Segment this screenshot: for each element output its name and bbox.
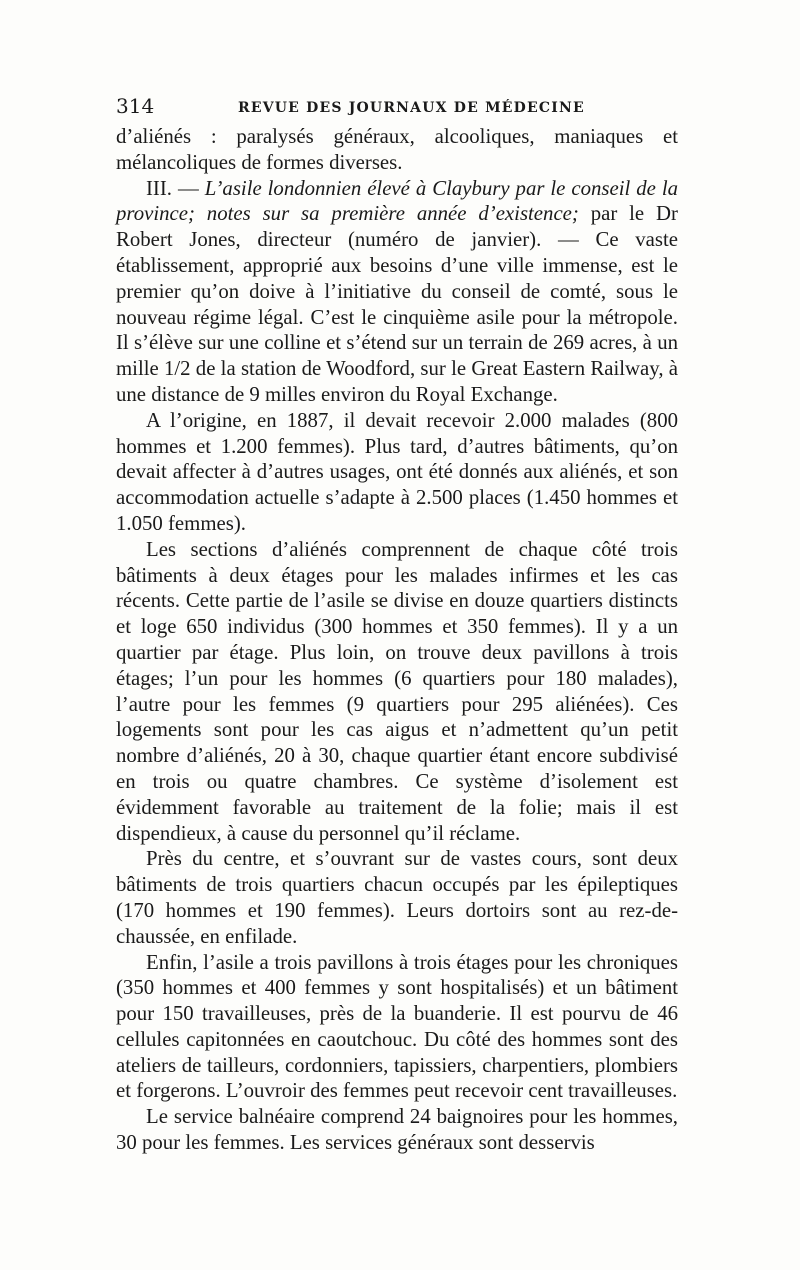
running-title: REVUE DES JOURNAUX DE MÉDECINE	[238, 100, 585, 116]
article-title: L’asile londonnien élevé à Claybury par le conseil de la province; notes sur sa première année d’existence;	[116, 176, 678, 226]
page-number: 314	[116, 94, 155, 118]
section-number: III.	[146, 176, 172, 200]
paragraph-text: par le Dr Robert Jones, directeur (numéro de janvier). — Ce vaste établissement, approprié aux besoins d’une ville immense, est le premier qu’on doive à l’initiative du conseil de comté, sous le nouveau régime légal. C’est le cinquième asile pour la métropole. Il s’élève sur une colline et s’étend sur un terrain de 269 acres, à un mille 1/2 de la station de Woodford, sur le Great Eastern Railway, à une distance de 9 milles environ du Royal Exchange.	[116, 202, 678, 406]
paragraph-chronic	[116, 950, 678, 1105]
paragraph-text: Près du centre, et s’ouvrant sur de vastes cours, sont deux bâtiments de trois quartiers chacun occupés par les épileptiques (170 hommes et 190 femmes). Leurs dortoirs sont au rez-de-chaussée, en enfilade.	[116, 847, 678, 948]
paragraph-text: A l’origine, en 1887, il devait recevoir 2.000 malades (800 hommes et 1.200 femmes). Plus tard, d’autres bâtiments, qu’on devait affecter à d’autres usages, ont été donnés aux aliénés, et son accommodation actuelle s’adapte à 2.500 places (1.450 hommes et 1.050 femmes).	[116, 408, 678, 535]
article-body	[116, 124, 678, 1156]
section-dash: —	[171, 176, 205, 200]
paragraph-baths	[116, 1104, 678, 1156]
paragraph-text: Le service balnéaire comprend 24 baignoires pour les hommes, 30 pour les femmes. Les services généraux sont desservis	[116, 1105, 678, 1155]
paragraph-text: Les sections d’aliénés comprennent de chaque côté trois bâtiments à deux étages pour les malades infirmes et les cas récents. Cette partie de l’asile se divise en douze quartiers distincts et loge 650 individus (300 hommes et 350 femmes). Il y a un quartier par étage. Plus loin, on trouve deux pavillons à trois étages; l’un pour les hommes (6 quartiers pour 180 malades), l’autre pour les femmes (9 quartiers pour 295 aliénées). Ces logements sont pour les cas aigus et n’admettent qu’un petit nombre d’aliénés, 20 à 30, chaque quartier étant encore subdivisé en trois ou quatre chambres. Ce système d’isolement est évidemment favorable au traitement de la folie; mais il est dispendieux, à cause du personnel qu’il réclame.	[116, 537, 678, 845]
paragraph-sections	[116, 537, 678, 847]
page-header	[116, 92, 678, 120]
paragraph-origin	[116, 408, 678, 537]
paragraph-center	[116, 846, 678, 949]
paragraph-text: Enfin, l’asile a trois pavillons à trois étages pour les chroniques (350 hommes et 400 femmes y sont hospitalisés) et un bâtiment pour 150 travailleuses, près de la buanderie. Il est pourvu de 46 cellules capitonnées en caoutchouc. Du côté des hommes sont des ateliers de tailleurs, cordonniers, tapissiers, charpentiers, plombiers et forgerons. L’ouvroir des femmes peut recevoir cent travailleuses.	[116, 950, 678, 1103]
paragraph-continuation	[116, 124, 678, 176]
paragraph-text: d’aliénés : paralysés généraux, alcooliques, maniaques et mélancoliques de formes diverses.	[116, 125, 678, 174]
paragraph-section-iii	[116, 176, 678, 408]
